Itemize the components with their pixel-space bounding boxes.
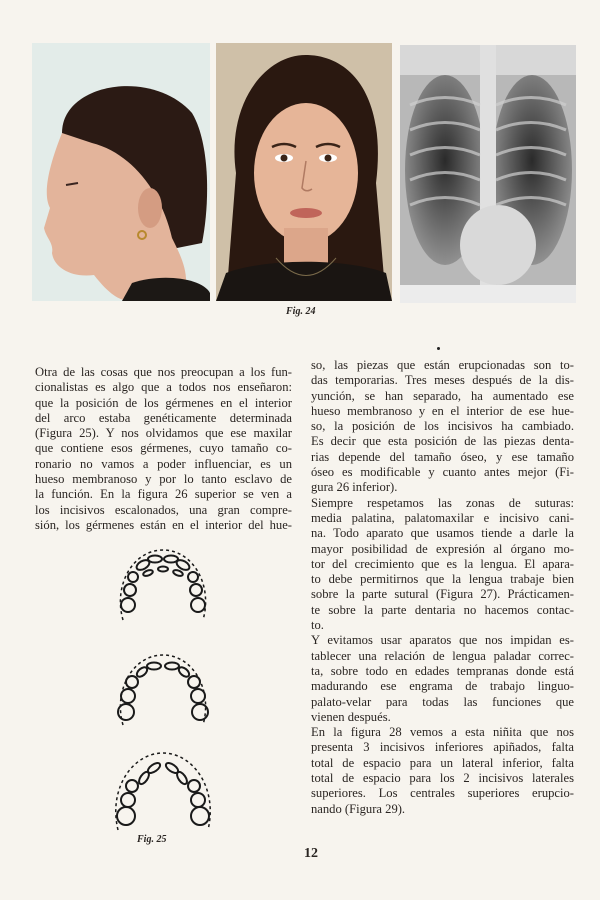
text-line: na. Todo aparato que usamos tiende a darle la	[311, 526, 574, 541]
text-line: total de espacio para un lateral inferior, falta	[311, 755, 574, 770]
text-line: hueso membranoso y en el interior de ese hue-	[311, 403, 574, 418]
left-text-column	[35, 365, 292, 533]
text-line: tor del crecimiento que es la lengua. El apara-	[311, 556, 574, 571]
text-line: nando (Figura 29).	[311, 801, 406, 816]
text-line: mayor posibilidad de expresión al órgano mo-	[311, 541, 574, 556]
page-number: 12	[304, 846, 318, 861]
text-line: sobre la parte sutural (Figura 27). Prácticamen-	[311, 587, 574, 602]
dental-arch-diagram-1	[108, 545, 218, 625]
text-line: superiores. Los centrales superiores erupcio-	[311, 786, 574, 801]
dental-arch-diagram-2	[108, 650, 218, 730]
text-line: que la posición de los gérmenes en el interior	[35, 395, 292, 410]
text-line: gura 26 inferior).	[311, 480, 398, 495]
frontal-photo	[216, 43, 392, 301]
profile-photo	[32, 43, 210, 301]
text-line: En la figura 28 vemos a esta niñita que nos	[311, 725, 574, 740]
text-line: palato-velar para todas las funciones que	[311, 694, 574, 709]
text-line: que contiene esos gérmenes, cuyo tamaño co-	[35, 441, 292, 456]
right-text-column	[311, 358, 574, 817]
ink-dot	[437, 347, 440, 350]
text-line: yunción, se han separado, ha aumentado ese	[311, 388, 574, 403]
text-line: ta, sobre todo en edades tempranas donde está	[311, 663, 574, 678]
text-line: vienen después.	[311, 709, 391, 724]
text-line: del arco estaba genéticamente determinada	[35, 410, 292, 425]
text-line: presenta 3 incisivos inferiores apiñados, falta	[311, 740, 574, 755]
text-line: ronario no vamos a poder influenciar, es un	[35, 456, 292, 471]
text-line: rias depende del tamaño óseo, y ese tamaño	[311, 449, 574, 464]
text-line: cionalistas es algo que a todos nos enseñaron:	[35, 380, 292, 395]
text-line: los incisivos escalonados, una gran compre-	[35, 502, 292, 517]
text-line: so, la posición de los incisivos ha cambiado.	[311, 419, 574, 434]
chest-xray	[400, 45, 576, 303]
text-line: Siempre respetamos las zonas de suturas:	[311, 495, 574, 510]
text-line: la función. En la figura 26 superior se ven a	[35, 487, 292, 502]
text-line: to debe permitirnos que la lengua trabaje bien	[311, 572, 574, 587]
text-line: óseo es modificable y cuanto antes mejor (Fi-	[311, 465, 574, 480]
text-line: te sobre la parte dentaria no hacemos contac-	[311, 602, 574, 617]
text-line: (Figura 25). Y nos olvidamos que ese maxilar	[35, 426, 292, 441]
figure-24-caption: Fig. 24	[286, 306, 316, 317]
text-line: media palatina, palatomaxilar e incisivo cani-	[311, 510, 574, 525]
figure-25-caption: Fig. 25	[137, 834, 167, 845]
text-line: tablecer una relación de lengua paladar correc-	[311, 648, 574, 663]
text-line: sión, los gérmenes están en el interior del hue-	[35, 517, 292, 532]
text-line: Otra de las cosas que nos preocupan a los fun-	[35, 365, 292, 379]
text-line: hueso membranoso y por lo tanto esclavo de	[35, 472, 292, 487]
text-line: Es decir que esta posición de las piezas denta-	[311, 434, 574, 449]
text-line: madurando ese engrama de trabajo linguo-	[311, 679, 574, 694]
text-line: total de espacio para los 2 incisivos laterales	[311, 771, 574, 786]
text-line: to.	[311, 618, 324, 633]
text-line: das temporarias. Tres meses después de la dis-	[311, 373, 574, 388]
text-line: so, las piezas que están erupcionadas son to-	[311, 358, 574, 372]
dental-arch-diagram-3	[108, 748, 218, 833]
text-line: Y evitamos usar aparatos que nos impidan es-	[311, 633, 574, 648]
